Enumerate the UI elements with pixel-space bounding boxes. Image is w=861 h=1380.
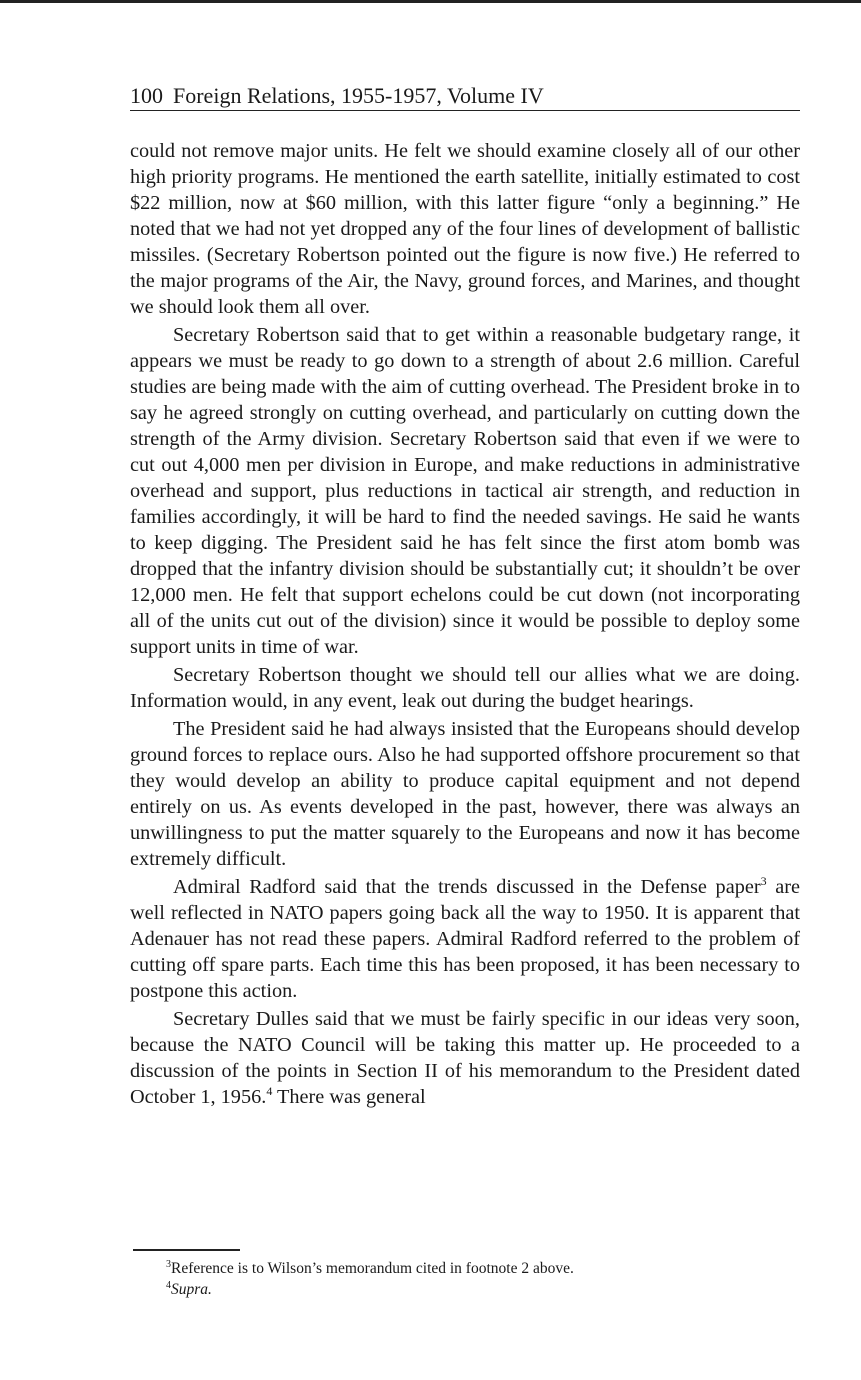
running-title: Foreign Relations, 1955-1957, Volume IV xyxy=(173,83,544,108)
footnotes xyxy=(166,1258,796,1300)
footnote-4: $^4$Supra. xyxy=(166,1280,212,1298)
body-text xyxy=(130,138,800,1110)
footnote-ref-4: 4 xyxy=(266,1084,273,1098)
paragraph-robertson-budget: Secretary Robertson said that to get within a reasonable budgetary range, it appears we must be ready to go down to a strength of about 2.6 million. Careful studies are being made with the aim of cutting overhead. The President broke in to say he agreed strongly on cutting overhead, and particularly on cutting down the strength of the Army division. Secretary Robertson said that even if we were to cut out 4,000 men per division in Europe, and make reductions in administrative overhead and support, plus reductions in tactical air strength, and reduction in families accordingly, it will be hard to find the needed savings. He said he wants to keep digging. The President said he has felt since the first atom bomb was dropped that the infantry division should be substantially cut; it shouldn’t be over 12,000 men. He felt that support echelons could be cut down (not incorporating all of the units cut out of the division) since it would be possible to deploy some support units in time of war. xyxy=(130,324,800,658)
footnote-rule xyxy=(133,1249,240,1251)
paragraph-continued: could not remove major units. He felt we should examine closely all of our other high priority programs. He mentioned the earth satellite, initially estimated to cost $22 million, now at $60 million, with this latter figure “only a beginning.” He noted that we had not yet dropped any of the four lines of development of ballistic missiles. (Secretary Robertson pointed out the figure is now five.) He referred to the major programs of the Air, the Navy, ground forces, and Marines, and thought we should look them all over. xyxy=(130,140,800,318)
footnote-3: $^3$Reference is to Wilson’s memorandum cited in footnote 2 above. xyxy=(166,1259,574,1277)
page-number: 100 xyxy=(130,83,163,108)
running-header xyxy=(130,84,800,111)
paragraph-dulles: Secretary Dulles said that we must be fairly specific in our ideas very soon, because the NATO Council will be taking this matter up. He proceeded to a discussion of the points in Section II of his memorandum to the President dated October 1, 1956.$^4$ There was general xyxy=(130,1008,800,1108)
paragraph-president-europeans: The President said he had always insisted that the Europeans should develop ground forces to replace ours. Also he had supported offshore procurement so that they would develop an ability to produce capital equipment and not depend entirely on us. As events developed in the past, however, there was always an unwillingness to put the matter squarely to the Europeans and now it has become extremely difficult. xyxy=(130,718,800,870)
top-edge-rule xyxy=(0,0,861,3)
paragraph-radford: Admiral Radford said that the trends discussed in the Defense paper$^3$ are well reflected in NATO papers going back all the way to 1950. It is apparent that Adenauer has not read these papers. Admiral Radford referred to the problem of cutting off spare parts. Each time this has been proposed, it has been necessary to postpone this action. xyxy=(130,874,801,1002)
paragraph-robertson-allies: Secretary Robertson thought we should tell our allies what we are doing. Information would, in any event, leak out during the budget hearings. xyxy=(130,664,800,712)
footnote-ref-3: 3 xyxy=(760,874,767,888)
